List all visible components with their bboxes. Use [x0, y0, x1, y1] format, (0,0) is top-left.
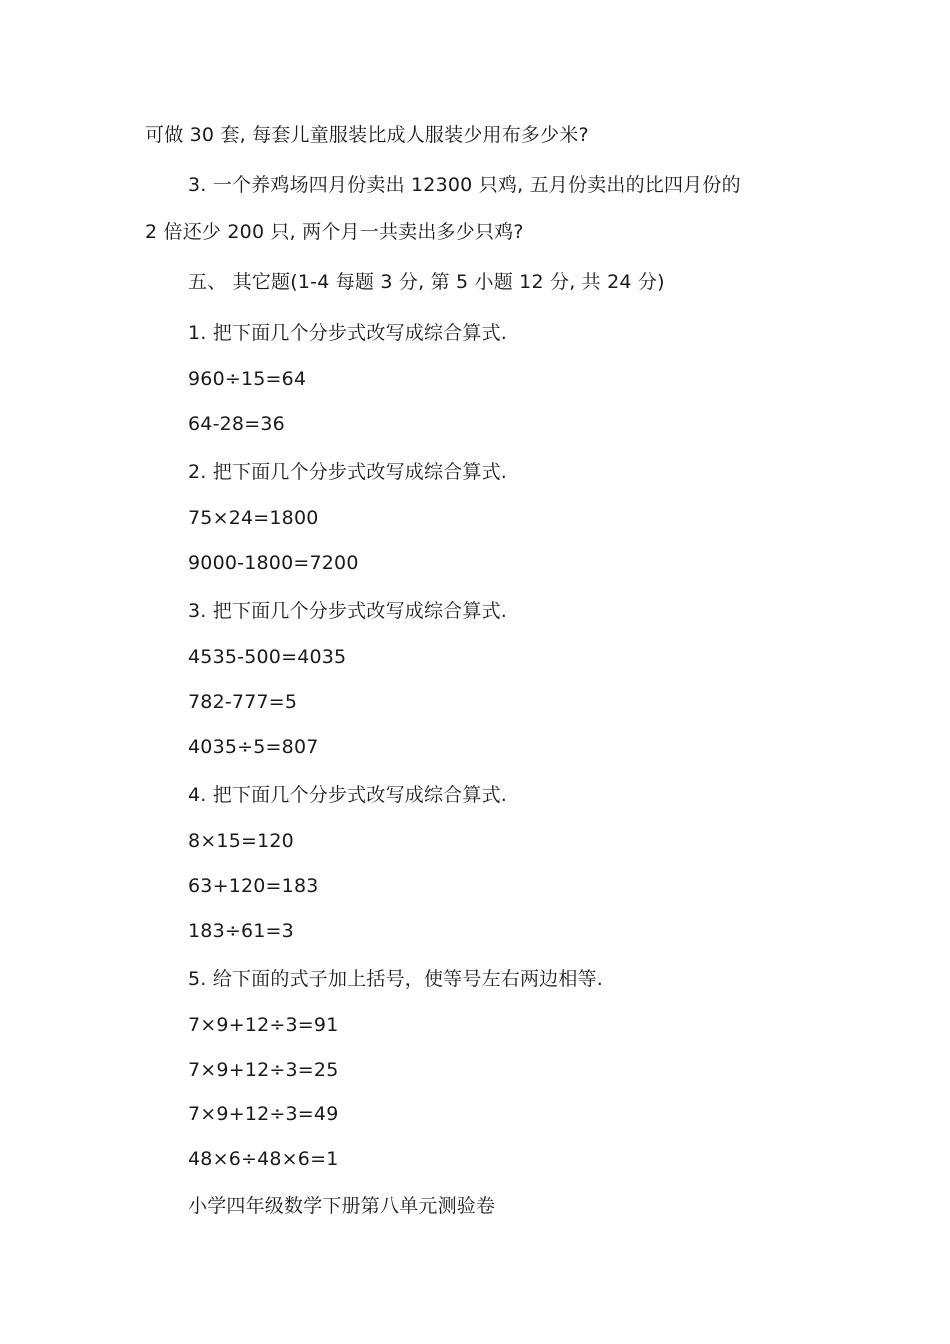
- problem-3-text: 3. 一个养鸡场四月份卖出 12300 只鸡, 五月份卖出的比四月份的: [188, 174, 741, 196]
- section-5-heading: 五、 其它题(1-4 每题 3 分, 第 5 小题 12 分, 共 24 分): [188, 271, 665, 293]
- question-5-prompt: 5. 给下面的式子加上括号，使等号左右两边相等.: [188, 968, 604, 990]
- equation-line: 4535-500=4035: [188, 646, 347, 668]
- equation-line: 7×9+12÷3=25: [188, 1059, 339, 1081]
- question-2-prompt: 2. 把下面几个分步式改写成综合算式.: [188, 461, 508, 483]
- equation-line: 75×24=1800: [188, 507, 319, 529]
- equation-line: 8×15=120: [188, 830, 294, 852]
- document-title-footer: 小学四年级数学下册第八单元测验卷: [188, 1195, 496, 1217]
- problem-3-continuation: 2 倍还少 200 只, 两个月一共卖出多少只鸡?: [145, 221, 524, 243]
- question-1-prompt: 1. 把下面几个分步式改写成综合算式.: [188, 322, 508, 344]
- equation-line: 782-777=5: [188, 691, 298, 713]
- equation-line: 9000-1800=7200: [188, 552, 359, 574]
- equation-line: 63+120=183: [188, 875, 319, 897]
- equation-line: 64-28=36: [188, 413, 285, 435]
- question-4-prompt: 4. 把下面几个分步式改写成综合算式.: [188, 784, 508, 806]
- question-3-prompt: 3. 把下面几个分步式改写成综合算式.: [188, 600, 508, 622]
- equation-line: 960÷15=64: [188, 368, 307, 390]
- equation-line: 48×6÷48×6=1: [188, 1148, 339, 1170]
- equation-line: 7×9+12÷3=49: [188, 1103, 339, 1125]
- problem-2-continuation: 可做 30 套, 每套儿童服装比成人服装少用布多少米?: [145, 124, 589, 146]
- equation-line: 183÷61=3: [188, 920, 294, 942]
- equation-line: 4035÷5=807: [188, 736, 319, 758]
- equation-line: 7×9+12÷3=91: [188, 1014, 339, 1036]
